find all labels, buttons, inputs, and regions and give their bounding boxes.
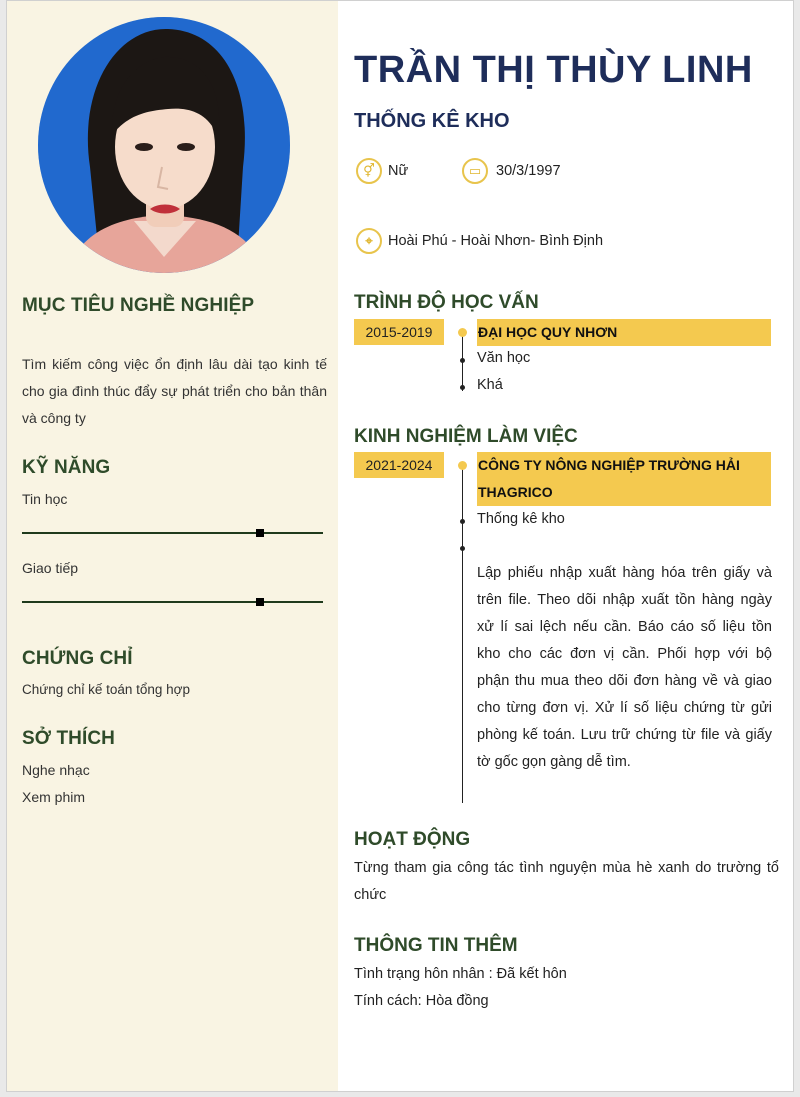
gender-value: Nữ [388,163,409,179]
education-heading: TRÌNH ĐỘ HỌC VẤN [354,292,539,313]
cv-page [6,0,794,1092]
skill-bar [22,601,323,603]
education-period: 2015-2019 [354,319,444,345]
experience-description: Lập phiếu nhập xuất hàng hóa trên giấy và trên file. Theo dõi nhập xuất tồn hàng ngày xử lí sai lệch nếu cần. Báo cáo số liệu tồn kho cho các đơn vị cần. Phối hợp với bộ phận thu mua theo dõi đơn hàng về và giao cho từng đơn vị. Xử lí số liệu chứng từ gửi phòng kế toán. Lưu trữ chứng từ file và giấy tờ gốc gọn gàng dễ tìm. [477,565,772,770]
activities-heading: HOẠT ĐỘNG [354,829,471,850]
personality: Tính cách: Hòa đồng [354,993,489,1009]
profile-photo [38,17,290,273]
skill-name: Tin học [22,491,68,507]
experience-position: Thống kê kho [477,511,565,527]
timeline-bullet [460,385,465,390]
full-name: TRẦN THỊ THÙY LINH [354,49,753,91]
skill-level-marker [256,598,264,606]
education-grade: Khá [477,377,503,393]
certificates-heading: CHỨNG CHỈ [22,648,133,669]
company-name [477,452,771,506]
extra-info-heading: THÔNG TIN THÊM [354,935,518,956]
skills-heading: KỸ NĂNG [22,457,111,478]
timeline-bullet [460,519,465,524]
hobby-item: Nghe nhạc [22,762,90,778]
timeline-dot [458,328,467,337]
hobbies-heading: SỞ THÍCH [22,728,116,749]
timeline-bullet [460,358,465,363]
company-name-line: THAGRICO [478,484,553,500]
profile-photo-image [38,17,290,273]
timeline-dot [458,461,467,470]
activities-text: Từng tham gia công tác tình nguyện mùa hè xanh do trường tổ chức [354,860,779,903]
gender-icon: ⚥ [356,158,382,184]
experience-period: 2021-2024 [354,452,444,478]
sidebar [7,1,338,1091]
company-name-line: CÔNG TY NÔNG NGHIỆP TRƯỜNG HẢI [478,457,740,473]
education-major: Văn học [477,350,531,366]
school-name: ĐẠI HỌC QUY NHƠN [477,319,771,346]
objective-text: Tìm kiếm công việc ổn định lâu dài tạo kinh tế cho gia đình thúc đẩy sự phát triển cho bản thân và công ty [22,356,327,426]
objective-heading: MỤC TIÊU NGHỀ NGHIỆP [22,295,255,316]
skill-name: Giao tiếp [22,560,79,576]
experience-heading: KINH NGHIỆM LÀM VIỆC [354,426,578,447]
main-content [338,1,795,1091]
skill-bar [22,532,323,534]
timeline-line [462,463,463,803]
marital-status: Tình trạng hôn nhân : Đã kết hôn [354,966,567,982]
address-value: Hoài Phú - Hoài Nhơn- Bình Định [388,233,604,249]
skill-level-marker [256,529,264,537]
timeline-bullet [460,546,465,551]
cake-icon: ▭ [462,158,488,184]
location-icon: ⌖ [356,228,382,254]
certificate-item: Chứng chỉ kế toán tổng hợp [22,682,190,697]
job-title: THỐNG KÊ KHO [354,110,510,132]
hobby-item: Xem phim [22,789,86,805]
birthday-value: 30/3/1997 [496,163,561,179]
